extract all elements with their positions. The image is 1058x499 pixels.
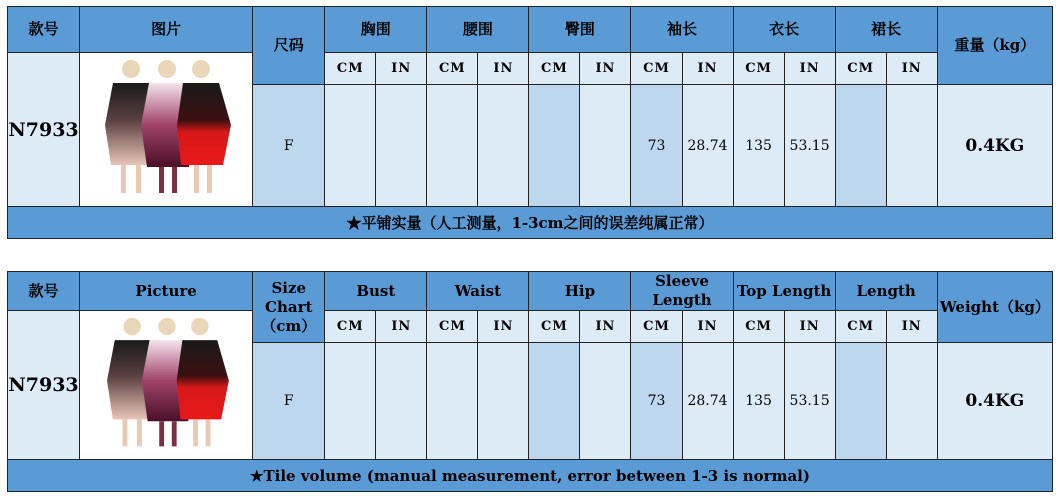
- product-photo-image: [91, 313, 241, 458]
- header-top-length: Top Length: [733, 272, 835, 311]
- unit-cell: CM: [733, 53, 784, 85]
- header-waist: Waist: [427, 272, 529, 311]
- style-number: N7933: [8, 53, 80, 207]
- product-photo: [80, 311, 253, 460]
- measurement-note: ★Tile volume (manual measurement, error between 1-3 is normal): [8, 460, 1053, 492]
- unit-cell: IN: [478, 53, 529, 85]
- header-weight: 重量（kg）: [937, 7, 1052, 85]
- length-in-value: [886, 343, 937, 460]
- top-length-in-value: 53.15: [784, 343, 835, 460]
- unit-cell: IN: [682, 311, 733, 343]
- style-number: N7933: [8, 311, 80, 460]
- waist-in-value: [478, 343, 529, 460]
- unit-cell: CM: [427, 311, 478, 343]
- unit-cell: IN: [580, 53, 631, 85]
- header-hip: Hip: [529, 272, 631, 311]
- hip-in-value: [580, 343, 631, 460]
- header-waist: 腰围: [427, 7, 529, 53]
- bust-in-value: [376, 343, 427, 460]
- unit-cell: IN: [682, 53, 733, 85]
- unit-cell: IN: [886, 53, 937, 85]
- unit-cell: IN: [784, 311, 835, 343]
- unit-cell: IN: [376, 311, 427, 343]
- hip-cm-value: [529, 343, 580, 460]
- unit-cell: CM: [427, 53, 478, 85]
- unit-cell: CM: [835, 53, 886, 85]
- header-length: 裙长: [835, 7, 937, 53]
- bust-cm-value: [325, 85, 376, 207]
- product-photo: [80, 53, 253, 207]
- header-sleeve: 袖长: [631, 7, 733, 53]
- hip-cm-value: [529, 85, 580, 207]
- header-size: 尺码: [253, 7, 325, 85]
- length-in-value: [886, 85, 937, 207]
- weight-value: 0.4KG: [937, 343, 1052, 460]
- waist-in-value: [478, 85, 529, 207]
- length-cm-value: [835, 85, 886, 207]
- weight-value: 0.4KG: [937, 85, 1052, 207]
- header-style-no: 款号: [8, 272, 80, 311]
- unit-cell: CM: [529, 311, 580, 343]
- header-hip: 臀围: [529, 7, 631, 53]
- header-style-no: 款号: [8, 7, 80, 53]
- sleeve-cm-value: 73: [631, 343, 682, 460]
- size-value: F: [253, 343, 325, 460]
- header-bust: 胸围: [325, 7, 427, 53]
- product-photo-image: [91, 55, 241, 205]
- header-weight: Weight（kg）: [937, 272, 1052, 343]
- size-value: F: [253, 85, 325, 207]
- top-length-in-value: 53.15: [784, 85, 835, 207]
- unit-cell: IN: [886, 311, 937, 343]
- length-cm-value: [835, 343, 886, 460]
- header-size: Size Chart（cm）: [253, 272, 325, 343]
- header-picture: Picture: [80, 272, 253, 311]
- unit-cell: CM: [325, 53, 376, 85]
- unit-cell: IN: [376, 53, 427, 85]
- unit-cell: CM: [631, 53, 682, 85]
- header-bust: Bust: [325, 272, 427, 311]
- unit-cell: IN: [580, 311, 631, 343]
- top-length-cm-value: 135: [733, 343, 784, 460]
- sleeve-cm-value: 73: [631, 85, 682, 207]
- header-length: Length: [835, 272, 937, 311]
- unit-cell: IN: [784, 53, 835, 85]
- hip-in-value: [580, 85, 631, 207]
- header-picture: 图片: [80, 7, 253, 53]
- bust-cm-value: [325, 343, 376, 460]
- sleeve-in-value: 28.74: [682, 85, 733, 207]
- bust-in-value: [376, 85, 427, 207]
- size-chart-table-chinese: [7, 6, 1053, 239]
- unit-cell: CM: [325, 311, 376, 343]
- sleeve-in-value: 28.74: [682, 343, 733, 460]
- unit-cell: CM: [529, 53, 580, 85]
- unit-cell: CM: [835, 311, 886, 343]
- header-sleeve: Sleeve Length: [631, 272, 733, 311]
- header-top-length: 衣长: [733, 7, 835, 53]
- unit-cell: IN: [478, 311, 529, 343]
- waist-cm-value: [427, 343, 478, 460]
- measurement-note: ★平铺实量（人工测量，1-3cm之间的误差纯属正常）: [8, 207, 1053, 239]
- waist-cm-value: [427, 85, 478, 207]
- size-chart-table-english: [7, 271, 1053, 492]
- unit-cell: CM: [733, 311, 784, 343]
- top-length-cm-value: 135: [733, 85, 784, 207]
- unit-cell: CM: [631, 311, 682, 343]
